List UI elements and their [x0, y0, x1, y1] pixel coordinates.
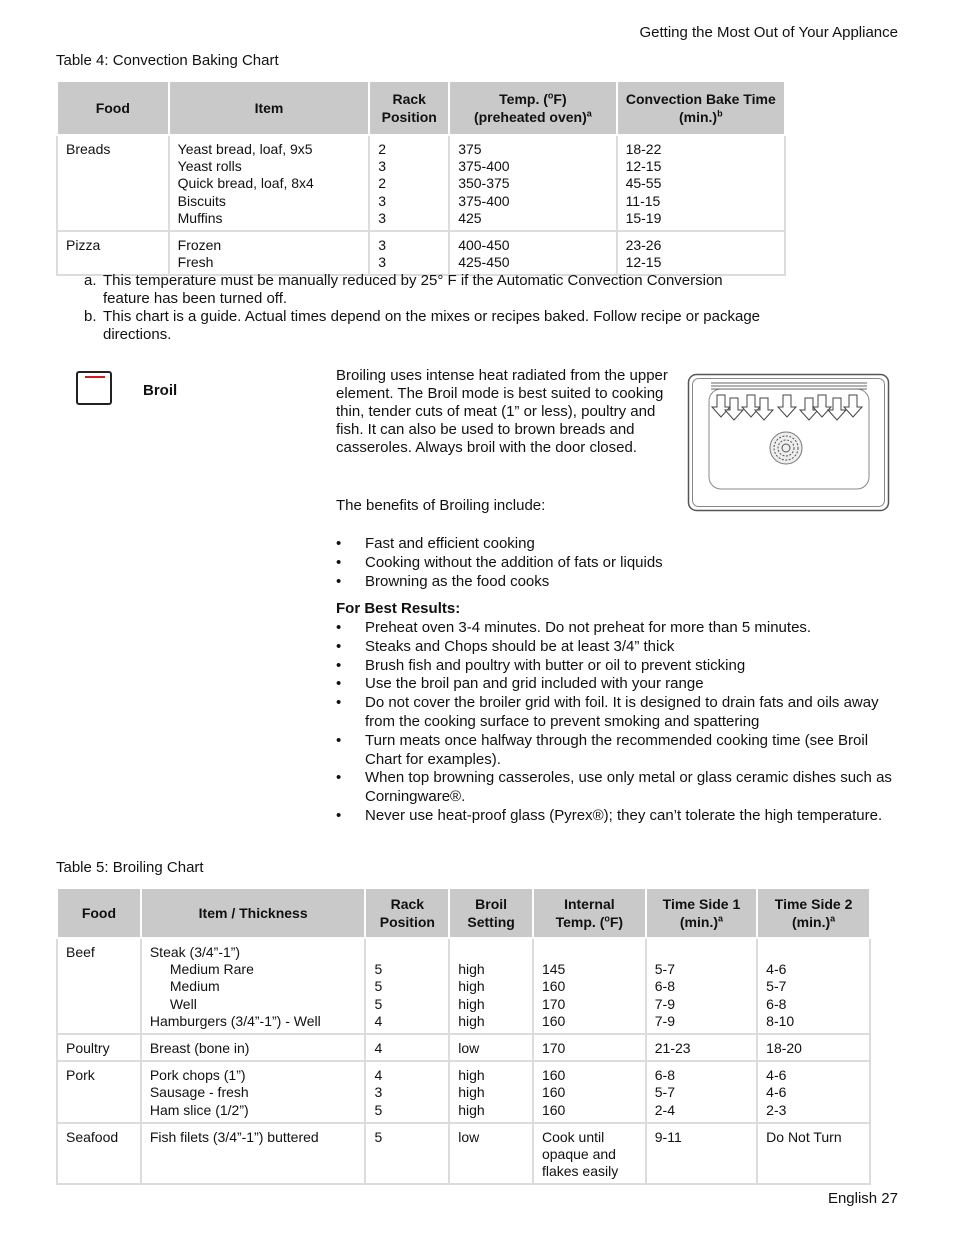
bullet: • [336, 553, 342, 571]
broil-mode-icon [76, 371, 112, 405]
temp-value: opaque and [541, 1146, 616, 1163]
list-item [336, 657, 906, 676]
item-cell [141, 938, 366, 1034]
rack-value: 4 [374, 1067, 383, 1084]
list-item [336, 732, 906, 770]
time-value: 5-7 [654, 1084, 675, 1101]
bullet: • [336, 675, 342, 693]
rack-cell [365, 1034, 449, 1061]
side2-cell [757, 1123, 870, 1185]
list-item-text: When top browning casseroles, use only metal or glass ceramic dishes such as Corningware®. [365, 769, 892, 806]
table4-footnotes [84, 272, 764, 344]
bullet: • [336, 535, 342, 552]
rack-value [374, 944, 440, 961]
header-temp-line1: Internal [564, 896, 615, 912]
bullet: • [336, 694, 342, 712]
rack-value: 3 [378, 209, 387, 226]
header-time-side-2 [757, 888, 870, 938]
footnote-text: This temperature must be manually reduced by 25° F if the Automatic Convection Conversion feature has been turned off. [103, 272, 723, 307]
temp-value: 170 [541, 1040, 566, 1057]
header-setting-line2: Setting [467, 914, 515, 930]
temp-value: 400-450 [458, 237, 510, 254]
temp-value: 160 [541, 1067, 566, 1084]
setting-cell [449, 1034, 533, 1061]
temp-cell [533, 938, 646, 1034]
food-cell: Pork [57, 1061, 141, 1123]
setting-value: high [458, 995, 485, 1012]
rack-cell [365, 1061, 449, 1123]
header-temp [449, 81, 616, 135]
time-value: 4-6 [766, 1067, 787, 1084]
side1-cell [646, 938, 757, 1034]
rack-value: 5 [374, 961, 383, 978]
time-value: 23-26 [625, 237, 662, 254]
setting-value [458, 944, 524, 961]
list-item [336, 619, 906, 638]
item-line: Biscuits [177, 192, 226, 209]
footnote-ref-a: a [830, 913, 836, 924]
rack-value: 4 [374, 1040, 383, 1057]
broil-intro: Broiling uses intense heat radiated from the upper element. The Broil mode is best suited to cooking thin, tender cuts of meat (1” or less), poultry and fish. It can also be used to brown breads and casseroles. Always broil with the door closed. [336, 367, 668, 456]
time-value: 6-8 [654, 978, 675, 995]
header-temp-pre: Temp. ( [499, 91, 548, 107]
list-item [336, 807, 906, 826]
broiling-chart [56, 887, 871, 1185]
header-side1-line2: (min.) [679, 914, 718, 930]
header-temp-line2: (preheated oven) [473, 109, 587, 125]
header-temp-post: F) [609, 914, 624, 930]
footnote-a [84, 272, 764, 308]
convection-baking-chart [56, 80, 786, 276]
temp-value: 375-400 [458, 192, 510, 209]
header-internal-temp [533, 888, 646, 938]
list-item [336, 535, 906, 554]
time-value: 7-9 [654, 995, 675, 1012]
bullet: • [336, 806, 342, 824]
degree-mark: o [604, 913, 610, 924]
item-line: Medium Rare [169, 961, 254, 978]
header-time-line2: (min.) [678, 109, 718, 125]
temp-value: 160 [541, 1101, 566, 1118]
temp-cell [533, 1034, 646, 1061]
table5-caption: Table 5: Broiling Chart [56, 859, 204, 876]
list-item-text: Brush fish and poultry with butter or oil to prevent sticking [365, 656, 746, 674]
time-value [655, 944, 748, 961]
header-item-thickness: Item / Thickness [141, 888, 366, 938]
item-line: Pork chops (1”) [149, 1067, 246, 1084]
setting-value: high [458, 1012, 485, 1029]
item-cell [169, 231, 370, 275]
rack-cell [369, 231, 449, 275]
temp-cell [449, 231, 616, 275]
temp-value: 425-450 [458, 254, 510, 271]
bullet: • [336, 572, 342, 590]
item-cell [141, 1061, 366, 1123]
time-value: 18-20 [766, 1040, 802, 1057]
list-item-text: Preheat oven 3-4 minutes. Do not preheat for more than 5 minutes. [365, 619, 812, 636]
page-number: English 27 [827, 1190, 898, 1207]
table4-caption: Table 4: Convection Baking Chart [56, 52, 279, 69]
footnote-b [84, 308, 764, 344]
header-side2-line2: (min.) [792, 914, 831, 930]
list-item-text: Browning as the food cooks [365, 572, 550, 590]
time-value: 11-15 [625, 192, 661, 209]
rack-cell [369, 135, 449, 231]
food-cell: Seafood [57, 1123, 141, 1185]
header-food: Food [57, 81, 169, 135]
temp-value: 160 [541, 978, 566, 995]
list-item [336, 573, 906, 592]
rack-cell [365, 938, 449, 1034]
temp-value: 160 [541, 1012, 566, 1029]
temp-value: 170 [541, 995, 566, 1012]
food-cell: Breads [57, 135, 169, 231]
header-time-side-1 [646, 888, 757, 938]
item-line: Quick bread, loaf, 8x4 [177, 175, 314, 192]
temp-cell [533, 1061, 646, 1123]
time-value: 2-4 [654, 1101, 675, 1118]
rack-value: 5 [374, 1101, 383, 1118]
list-item [336, 694, 906, 732]
table-row [57, 1123, 870, 1185]
degree-mark: o [547, 90, 554, 101]
header-bake-time [617, 81, 785, 135]
list-item [336, 638, 906, 657]
setting-value: high [458, 1101, 485, 1118]
footnote-letter: b. [84, 308, 97, 325]
table-row [57, 1034, 870, 1061]
rack-value: 2 [378, 141, 387, 157]
rack-value: 4 [374, 1012, 383, 1029]
header-food: Food [57, 888, 141, 938]
item-cell [141, 1123, 366, 1185]
page-header: Getting the Most Out of Your Appliance [639, 24, 898, 41]
item-cell [141, 1034, 366, 1061]
benefits-intro: The benefits of Broiling include: [336, 497, 546, 514]
header-time-line1: Convection Bake Time [625, 91, 776, 107]
temp-cell [533, 1123, 646, 1185]
footnote-ref-b: b [717, 108, 723, 119]
header-rack-line1: Rack [392, 91, 426, 107]
temp-value: 375-400 [458, 158, 510, 175]
item-line: Sausage - fresh [149, 1084, 249, 1101]
temp-value: 160 [541, 1084, 566, 1101]
rack-value: 5 [374, 995, 383, 1012]
time-value: 6-8 [766, 995, 787, 1012]
setting-value: high [458, 1084, 485, 1101]
bullet: • [336, 619, 342, 636]
setting-value: low [458, 1040, 480, 1057]
side2-cell [757, 938, 870, 1034]
list-item-text: Never use heat-proof glass (Pyrex®); they can’t tolerate the high temperature. [365, 806, 883, 824]
table-row [57, 135, 785, 231]
header-item: Item [169, 81, 370, 135]
rack-value: 2 [378, 175, 387, 192]
food-cell: Poultry [57, 1034, 141, 1061]
list-item-text: Use the broil pan and grid included with your range [365, 675, 704, 693]
header-temp-post: F) [553, 91, 567, 107]
list-item-text: Fast and efficient cooking [365, 535, 535, 552]
footnote-text: This chart is a guide. Actual times depend on the mixes or recipes baked. Follow recipe or package directions. [103, 308, 761, 343]
item-line: Steak (3/4”-1”) [149, 944, 241, 960]
item-line: Well [169, 995, 197, 1012]
side1-cell [646, 1123, 757, 1185]
header-rack-line2: Position [381, 109, 437, 125]
time-value: 2-3 [766, 1101, 787, 1118]
header-rack-position [369, 81, 449, 135]
item-line: Yeast bread, loaf, 9x5 [177, 141, 313, 157]
header-rack-position [365, 888, 449, 938]
footnote-ref-a: a [586, 108, 592, 119]
item-line: Fish filets (3/4”-1”) buttered [149, 1128, 319, 1145]
time-value: 8-10 [766, 1012, 795, 1029]
time-cell [617, 231, 785, 275]
setting-value: high [458, 961, 485, 978]
list-item-text: Turn meats once halfway through the recommended cooking time (see Broil Chart for examples). [365, 731, 869, 768]
footnote-letter: a. [84, 272, 97, 289]
list-item-text: Cooking without the addition of fats or liquids [365, 553, 663, 571]
header-broil-setting [449, 888, 533, 938]
temp-cell [449, 135, 616, 231]
side1-cell [646, 1061, 757, 1123]
item-cell [169, 135, 370, 231]
item-line: Medium [169, 978, 220, 995]
list-item [336, 675, 906, 694]
setting-value: high [458, 978, 485, 995]
temp-value: 145 [541, 961, 566, 978]
header-rack-line1: Rack [390, 896, 425, 912]
time-value: 12-15 [625, 254, 662, 271]
rack-value: 3 [378, 158, 387, 175]
item-line: Yeast rolls [177, 158, 242, 175]
time-value: 5-7 [766, 978, 787, 995]
time-value: 4-6 [766, 1084, 787, 1101]
temp-value: Cook until [541, 1128, 605, 1145]
item-line: Breast (bone in) [149, 1040, 250, 1057]
rack-value: 3 [378, 237, 387, 254]
oven-broil-illustration-icon [687, 373, 890, 512]
side2-cell [757, 1061, 870, 1123]
time-value [766, 944, 861, 961]
setting-cell [449, 1061, 533, 1123]
setting-value: low [458, 1128, 480, 1145]
item-line: Fresh [177, 254, 214, 271]
rack-value: 3 [378, 254, 387, 271]
header-side2-line1: Time Side 2 [774, 896, 853, 912]
side2-cell [757, 1034, 870, 1061]
time-value: 9-11 [654, 1128, 682, 1145]
header-side1-line1: Time Side 1 [662, 896, 741, 912]
temp-value: 350-375 [458, 175, 510, 192]
setting-cell [449, 1123, 533, 1185]
temp-value: flakes easily [541, 1163, 619, 1180]
list-item-text: Steaks and Chops should be at least 3/4” thick [365, 637, 675, 655]
time-value: 15-19 [625, 209, 662, 226]
food-cell: Pizza [57, 231, 169, 275]
best-results-list [336, 619, 906, 826]
list-item-text: Do not cover the broiler grid with foil. It is designed to drain fats and oils away from the cooking surface to prevent smoking and spattering [365, 694, 879, 730]
time-value: 21-23 [654, 1040, 691, 1057]
benefits-list [336, 535, 906, 591]
temp-value: 375 [458, 141, 482, 157]
best-results-title: For Best Results: [336, 600, 461, 617]
list-item [336, 554, 906, 573]
item-line: Hamburgers (3/4”-1”) - Well [149, 1012, 321, 1029]
time-value: 6-8 [654, 1067, 675, 1084]
side1-cell [646, 1034, 757, 1061]
food-cell: Beef [57, 938, 141, 1034]
temp-value: 425 [458, 209, 482, 226]
item-line: Frozen [177, 237, 222, 254]
header-rack-line2: Position [379, 914, 435, 930]
rack-cell [365, 1123, 449, 1185]
footnote-ref-a: a [718, 913, 724, 924]
heat-element-mark [85, 376, 105, 378]
bullet: • [336, 637, 342, 655]
header-setting-line1: Broil [475, 896, 508, 912]
time-value: 7-9 [654, 1012, 675, 1029]
table-row [57, 1061, 870, 1123]
time-value: 4-6 [766, 961, 787, 978]
bullet: • [336, 656, 342, 674]
table-row [57, 231, 785, 275]
item-line: Muffins [177, 209, 223, 226]
time-value: 18-22 [625, 141, 662, 157]
list-item [336, 769, 906, 807]
setting-cell [449, 938, 533, 1034]
time-cell [617, 135, 785, 231]
time-value: 45-55 [625, 175, 662, 192]
setting-value: high [458, 1067, 485, 1084]
broil-title: Broil [143, 382, 178, 399]
rack-value: 5 [374, 1128, 383, 1145]
bullet: • [336, 731, 342, 749]
temp-value [542, 944, 637, 961]
header-temp-pre: Temp. ( [555, 914, 605, 930]
bullet: • [336, 769, 342, 787]
table-row [57, 938, 870, 1034]
rack-value: 3 [378, 192, 387, 209]
item-line: Ham slice (1/2”) [149, 1101, 249, 1118]
time-value: 12-15 [625, 158, 662, 175]
time-value: 5-7 [654, 961, 675, 978]
time-value: Do Not Turn [766, 1128, 842, 1145]
rack-value: 5 [374, 978, 383, 995]
rack-value: 3 [374, 1084, 383, 1101]
